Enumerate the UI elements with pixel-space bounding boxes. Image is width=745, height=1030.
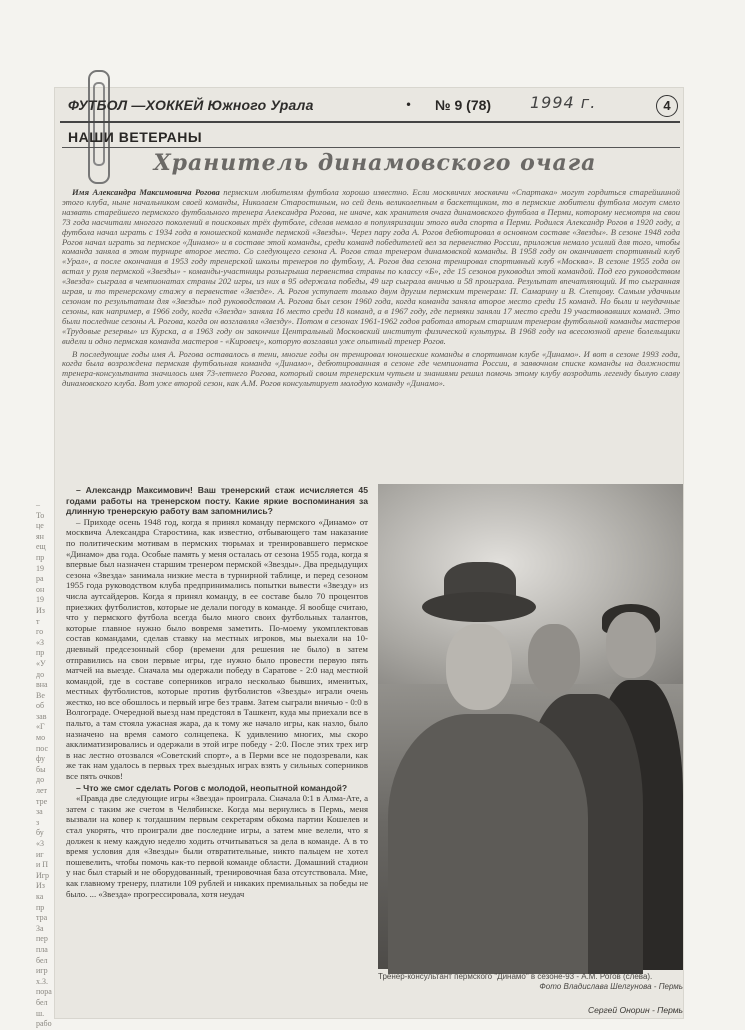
margin-fragment: игр xyxy=(36,966,48,976)
margin-fragment: бел xyxy=(36,955,48,965)
article-title: Хранитель динамовского очага xyxy=(153,150,597,176)
intro-text xyxy=(62,188,680,478)
intro-paragraph-1: пермским любителям футбола хорошо известно. Если москвичих москвичи «Спартака» могут гордиться старейшиной этого клуба, ныне начальником своей команды, Николаем Старостиным, но сей день великолепным в баскетщиком, то в пермские любители футбола могут смело назвать старейшего пермского футбольного тренера Александра Рогова, не иначе, как хранителя очага динамовского футбола в Перми, которому несмотря на свои 73 года насчитали многого поколений в поисковых трёх футболе, сделав немало в популяризации этого вида спорта в Перми. Родился Александр Рогов в 1920 году, а футбола начал играть с 1934 года в юношеской команде пермской «Звезды». Через пару года А. Рогов дебютировал в основном составе «Звезды». В сезоне 1948 года Рогов начал играть за пермское «Динамо» и в составе этой команды, среди команд победителей вел за первенство России, приложив немало усилий для того, чтобы команда заняла в этом турнире второе место. Со следующего сезона А. Рогов стал тренером динамовской команды. В 1958 году он оканчивает спортивный клуб «Урал», а после окончания в 1953 году тренерской школы тренеров по футболу, А. Рогов два сезона тренировал спортивный клуб «Москва». В сезоне 1955 года он встал у руля пермской «Звезды» - команды-участницы розыгрыша первенства страны по классу «Б», где 15 сезонов руководил этой командой. Под его руководством «Звезда» сыграла в чемпионатах страны 202 игры, из них в 95 одержала победы, 49 игр сыграла вничью и 58 проиграла. Результат впечатляющий. И то сыгранная играя, и то тренерскому стажу в первенстве «Звезде». А. Рогов уступает только двум другим пермским тренерам: П. Самарину и В. Слепцову. Самым удачным сезоном по результатам для «Звезды» под руководством А. Рогова был сезон 1960 года, когда команда заняла второе место среди 15 команд. Но были и неудачные сезоны, как например, в 1966 году, когда «Звезда» заняла 16 место среди 18 команд, а в 1967 году, где пермяки заняли 17 место среди 19 участвовавших команд. Это были последние сезоны А. Рогова, когда он возглавлял «Звезду». Потом в сезонах 1961-1962 годов работал вторым старшим тренером футбольной команды мастеров «Трудовые резервы» из Курска, а в 1963 году он закончил Центральный Московский институт физической культуры. В 1968 году на всесоюзной арене болельщики видели и одно пермская команда мастеров - «Кировец», которую возглавил уже опытный тренер Рогов. xyxy=(62,187,680,346)
margin-fragment: Из xyxy=(36,881,45,891)
margin-fragment: пла xyxy=(36,944,48,954)
margin-fragment: Игр xyxy=(36,870,50,880)
interview-answer: «Правда две следующие игры «Звезда» проиграла. Сначала 0:1 в Алма-Ате, а затем с таким же счетом в Челябинске. Когда мы вернулись в Пермь, меня вызвали на ковер к тогдашним первым секретарям обкома партии Кошелев и стал укорять, что проиграли две последние игры, а затем мне велели, что я должен к нему каждую неделю ходить отчитываться за дела в команде. А в то время условия для «Звезды» были отвратительные, никто пальцем не хотел пошевелить, чтобы помочь как-то первой команде области. Домашний стадион у нас был старый и не оборудованный, тренировочная база отсутствовала. Мне, как главному тренеру, платили 109 рублей и никаких премиальных за победы не было. ... «Звезда» прогрессировала, хотя неудач xyxy=(66,793,368,899)
margin-fragment: х.З. xyxy=(36,976,49,986)
intro-lead: Имя Александра Максимовича Рогова xyxy=(72,187,220,197)
margin-fragment: рабо xyxy=(36,1019,52,1029)
rubric-label: НАШИ ВЕТЕРАНЫ xyxy=(68,129,203,145)
margin-fragment: пора xyxy=(36,987,52,997)
margin-fragment: он xyxy=(36,584,45,594)
author-byline: Сергей Онорин - Пермь xyxy=(587,1005,683,1015)
interview-answer: – Приходе осень 1948 год, когда я принял команду пермского «Динамо» от москвича Александра Старостина, как известно, отбывающего там наказание по политическим мотивам в пермских тюрьмах и тренировавшего пермское «Динамо» два года. Особые память у меня осталась от сезона 1955 года, когда я впервые был назначен старшим тренером пермской «Звезды». Два предыдущих сезона «Звезда» занимала низкие места в турнирной таблице, и перед сезоном 1955 года руководством клуба предпринимались попытки вывести «Звезду» из числа аутсайдеров. Когда я принял команду, в ее составе было 70 процентов приезжих футболистов, которые не делали погоду в команде. Я вообще считаю, что у пермского футбола всегда было много своих футбольных талантов, которые главное нужно было вовремя заметить. По-моему укомплектовав состав командами, сделав ставку на местных игроков, мы выехали на 10-дневный предсезонный сбор (времени для решения не было) в затем отправились на свои первые игры, где нужно было провести первую пять матчей на выезде. Сначала мы одержали победу в Саратове - 2:0 над местной командой, где в составе соперников играло несколько бывших, именитых, местных футболистов, которые против футболистов «Звезды» играли очень жестко, но все обошлось и первый игре без травм. Затем сыграли вничью - 0:0 в Волгограде. Очередной выезд нам предстоял в Ташкент, куда мы приехали все в пальто, а там стояла ужасная жара, да к тому же начало игры, как назло, было назначено на время самого солнцепека. К удивлению многих, мы скоро акклиматизировались и одержали в этой игре победу - 2:0. После этих трех игр в нас лестно отозвался «Советский спорт», а в Перми все не подозревали, как же так нам удалось в первых трех выездных играх взять у сильных соперников все пять очков! xyxy=(66,516,368,782)
intro-paragraph xyxy=(62,188,680,347)
margin-fragment: т xyxy=(36,616,40,626)
margin-fragment: тра xyxy=(36,913,48,923)
photo-person-left-body xyxy=(388,714,588,974)
margin-fragment: пр xyxy=(36,902,45,912)
margin-fragment: пер xyxy=(36,934,48,944)
header-bullet: • xyxy=(405,98,413,112)
margin-fragment: «3 xyxy=(36,839,44,848)
cut-off-margin-column xyxy=(36,500,62,1029)
margin-fragment: ш. xyxy=(36,1008,45,1018)
margin-fragment: пр xyxy=(36,552,45,562)
intro-paragraph-2: В последующие годы имя А. Рогова оставалось в тени, многие годы он тренировал юношеские команды в спортивном клубе «Динамо». И вот в сезоне 1993 года, когда была возрождена пермская футбольная команда «Динамо», дебютированная в сезоне где чемпионата России, в заявочном списке команды на должности тренера-консультанта значилось имя 73-летнего Рогова, который своим тренерским чутьем и знаниями решил помочь этому клубу возродить легенду былую славу динамовского клуба. Вот уже второй сезон, как А.М. Рогов консультирует молодую команду «Динамо». xyxy=(62,348,680,389)
article-photo xyxy=(378,484,683,969)
interview-question: – Александр Максимович! Ваш тренерский стаж исчисляется 45 годами работы на тренерском посту. Какие яркие воспоминания за длинную тренерскую работу вам запомнились? xyxy=(66,485,368,517)
margin-fragment: це xyxy=(36,521,44,531)
handwritten-year: 1994 г. xyxy=(530,93,597,112)
interview-text xyxy=(66,484,368,1004)
margin-fragment: 19 xyxy=(36,563,44,573)
interview-question: – Что же смог сделать Рогов с молодой, неопытной командой? xyxy=(76,782,348,793)
margin-fragment: фу xyxy=(36,754,45,764)
margin-fragment: бу xyxy=(36,828,44,838)
margin-fragment: мо xyxy=(36,733,46,743)
margin-fragment: За xyxy=(36,923,44,933)
page-number: 4 xyxy=(656,95,678,117)
margin-fragment: тре xyxy=(36,796,48,806)
margin-fragment: го xyxy=(36,627,44,637)
section-title: ФУТБОЛ —ХОККЕЙ Южного Урала xyxy=(68,97,314,113)
photo-person-left-head xyxy=(446,624,512,710)
margin-fragment: вна xyxy=(36,680,48,690)
margin-fragment: за xyxy=(36,807,43,817)
margin-fragment: «З xyxy=(36,637,45,647)
photo-person-right-head xyxy=(606,612,656,678)
issue-number: № 9 (78) xyxy=(435,97,492,113)
margin-fragment: Ве xyxy=(36,690,45,700)
margin-fragment: «Г xyxy=(36,722,45,732)
margin-fragment: и П xyxy=(36,860,49,870)
margin-fragment: до xyxy=(36,775,45,785)
photo-caption-block xyxy=(378,972,683,991)
margin-fragment: – xyxy=(36,500,40,509)
margin-fragment: об xyxy=(36,701,45,711)
margin-fragment: пос xyxy=(36,743,49,753)
hat-brim xyxy=(422,592,536,622)
margin-fragment: бы xyxy=(36,764,46,774)
margin-fragment: з xyxy=(36,817,40,827)
margin-fragment: То xyxy=(36,510,45,520)
margin-fragment: ещ xyxy=(36,542,46,552)
margin-fragment: бел xyxy=(36,997,48,1007)
margin-fragment: «У xyxy=(36,658,46,668)
margin-fragment: Из xyxy=(36,605,45,615)
margin-fragment: лет xyxy=(36,786,48,796)
margin-fragment: до xyxy=(36,669,45,679)
rubric xyxy=(62,127,680,148)
photo-credit: Фото Владислава Шелгунова - Пермь xyxy=(539,981,683,991)
photo-person-middle-head xyxy=(528,624,580,694)
margin-fragment: пр xyxy=(36,648,45,658)
newspaper-header xyxy=(60,95,680,123)
margin-fragment: ка xyxy=(36,891,44,901)
margin-fragment: зав xyxy=(36,711,47,721)
photo-caption: Тренер-консультант пермского "Динамо" в сезоне-93 - А.М. Рогов (слева). xyxy=(378,972,653,981)
margin-fragment: ра xyxy=(36,574,44,584)
margin-fragment: 19 xyxy=(36,595,44,605)
margin-fragment: иг xyxy=(36,849,44,859)
margin-fragment: ян xyxy=(36,531,44,541)
